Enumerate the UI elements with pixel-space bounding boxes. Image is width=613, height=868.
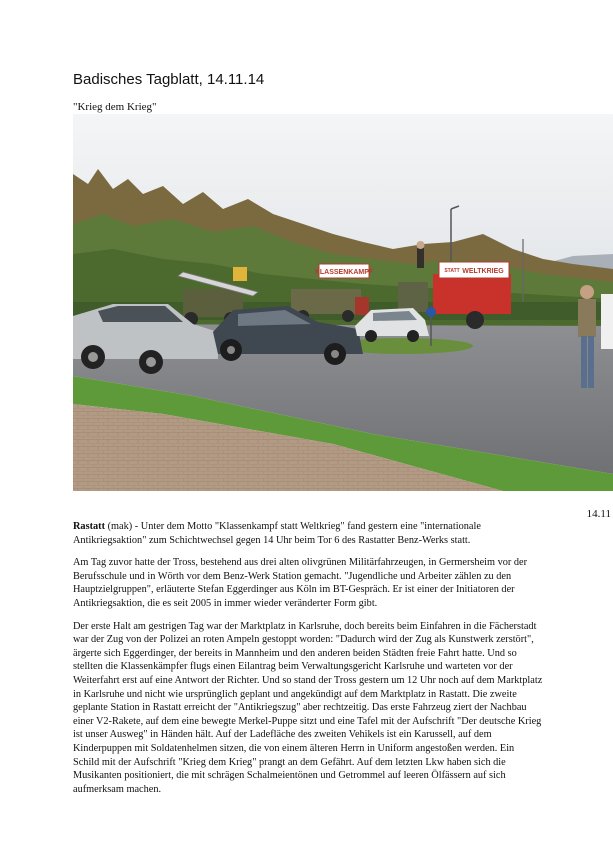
article-headline: "Krieg dem Krieg" — [73, 101, 157, 113]
side-date: 14.11 — [586, 508, 611, 520]
article-body — [73, 520, 543, 805]
page-title: Badisches Tagblatt, 14.11.14 — [73, 71, 265, 88]
article-paragraph: Am Tag zuvor hatte der Tross, bestehend aus drei alten olivgrünen Militärfahrzeugen, in Germersheim vor der Berufsschule und in Wörth vor dem Benz-Werk Station gemacht. "Jugendliche und Arbeiter zählen zu den Hauptzielgruppen", erläuterte Stefan Eggerdinger aus Köln im BT-Gespräch. Er ist einer der Initiatoren der Antikriegsaktion, die es seit 2005 in immer wieder veränderter Form gibt. — [73, 557, 528, 609]
article-lead — [73, 520, 543, 547]
article-lead-text: (mak) - Unter dem Motto "Klassenkampf statt Weltkrieg" fand gestern eine "internationale Antikriegsaktion" zum Schichtwechsel gegen 14 Uhr beim Tor 6 des Rastatter Benz-Werks statt. — [73, 521, 481, 546]
sign-statt: STATT — [444, 268, 460, 274]
article-paragraph: Der erste Halt am gestrigen Tag war der Marktplatz in Karlsruhe, doch bereits beim Einfahren in die Fächerstadt war der Zug von der Polizei an roten Ampeln gestoppt worden: "Dadurch wird der Zug als Kunstwerk zerstört", ärgerte sich Eggerdinger, der bereits in Mannheim und den anderen beiden Städten freie Fahrt hatte. Und so stellten die Klassenkämpfer flugs einen Eilantrag beim Verwaltungsgericht Karlsruhe und warteten vor der Weiterfahrt erst auf eine Antwort der Richter. Und so stand der Tross gestern um 12 Uhr noch auf dem Marktplatz in Karlsruhe und nicht wie ursprünglich geplant und angekündigt auf dem Marktplatz in Rastatt. Die zweite geplante Station in Rastatt erreicht der "Antikriegszug" aber rechtzeitig. Das erste Fahrzeug ziert der Nachbau einer V2-Rakete, auf dem eine bewegte Merkel-Puppe sitzt und eine Tafel mit der Aufschrift "Der deutsche Krieg ist unser Ausweg" in Händen hält. Auf der Ladefläche des zweiten Vehikels ist ein Karussell, auf dem Kinderpuppen mit Soldatenhelmen sitzen, die von einem älteren Herrn in Uniform angestoßen werden. Ein Schild mit der Aufschrift "Krieg dem Krieg" prangt an dem Gefährt. Auf dem letzten Lkw haben sich die Musikanten positioniert, die mit schrägen Schalmeientönen und Getrommel auf leeren Ölfässern auf sich aufmerksam machen. — [73, 620, 543, 795]
dateline-place: Rastatt — [73, 521, 106, 532]
news-photo — [73, 114, 613, 491]
sign-klassenkampf: KLASSENKAMPF — [314, 269, 374, 276]
sign-weltkrieg: WELTKRIEG — [462, 268, 504, 275]
